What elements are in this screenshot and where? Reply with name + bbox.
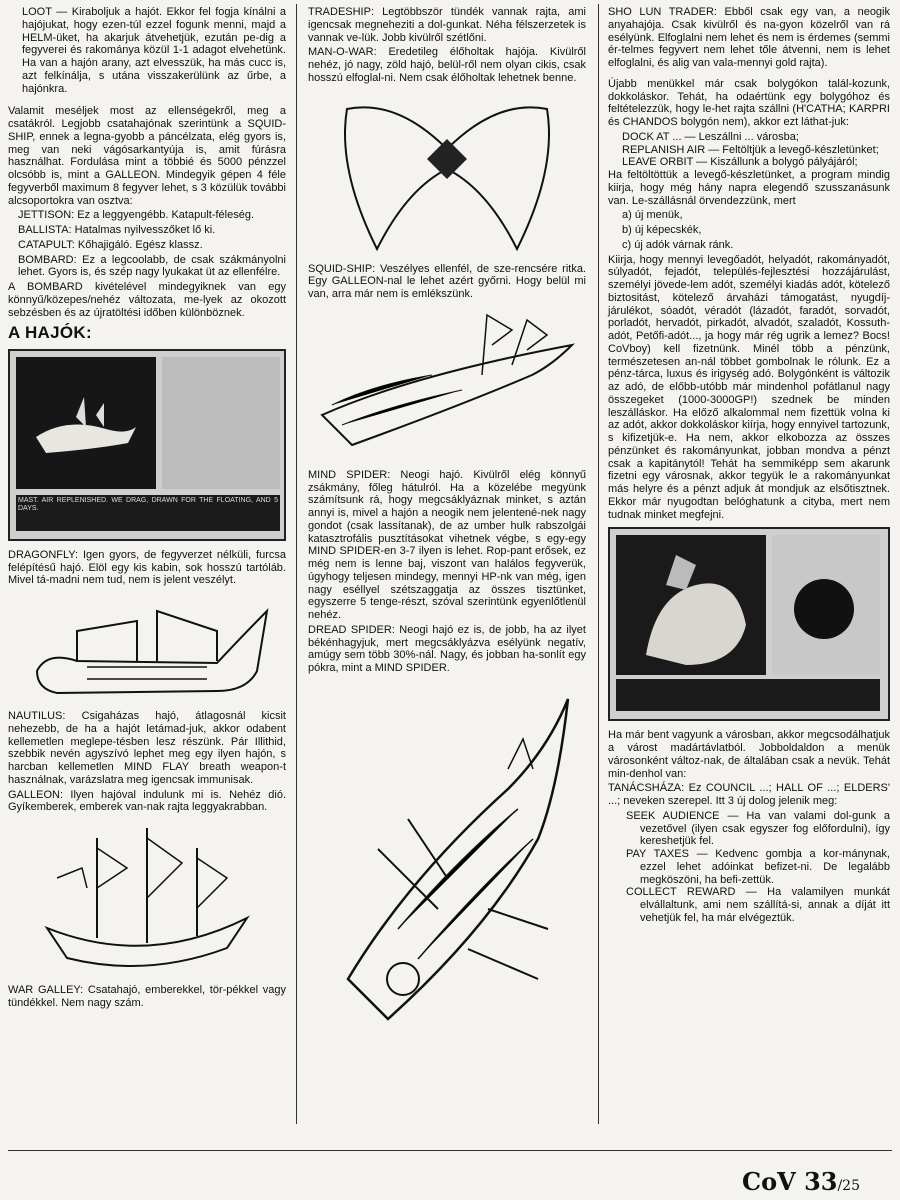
magazine-brand: CoV 33 [741,1167,838,1196]
list-b: b) új képecskék, [622,224,702,236]
galleon-ship-illustration [27,818,267,978]
nautilus-ship-illustration [17,591,277,706]
viewport [16,357,156,489]
side-panel [162,357,280,489]
dragonfly-paragraph: DRAGONFLY: Igen gyors, de fegyverzet nélküli, furcsa felépítésű hajó. Elöl egy kis kabin, sok hosszú tartóláb. Mivel tá-madni nem tud, nem is jelent veszélyt. [8,548,286,587]
menus-paragraph: Újabb menükkel már csak bolygókon talál-kozunk, dokkoláskor. Tehát, ha odaértünk egy bolygóhoz és feltételezzük, hogy le-het rajta szállni (H'CATHA; KARPRI és CHANDOS bolygón nem), akkor ezt láthat-juk: [608,77,890,128]
dread-spider-paragraph: DREAD SPIDER: Neogi hajó ez is, de jobb, ha az ilyet békénhagyjuk, mert megcsáklyázva esélyünk negatív, amúgy sem több 30%-nál. Nagy, és jobban ha-sonlít egy pókra, mint a MIND SPIDER. [308,623,586,674]
bombard-paragraph: A BOMBARD kivételével mindegyiknek van egy könnyű/közepes/nehéz változata, me-lyek az okozott sebzésben és az újratöltési időben különböznek. [8,281,286,319]
page-number: /25 [837,1178,860,1194]
pay-taxes-item: PAY TAXES — Kedvenc gombja a kor-mánynak, ezzel lehet adóinkat befizet-ni. De legalább megköszöni, ha befi-zettük. [626,848,890,886]
message-bar-right [616,679,880,711]
column-right [608,6,890,925]
man-o-war-paragraph: MAN-O-WAR: Eredetileg élőholtak hajója. Kivülről nehéz, jó nagy, zöld hajó, belül-ről nem olyan cikis, csak hosszú elfoglal-ni. Nem csak élőholtak lehetnek benne. [308,46,586,84]
ship-sprite-icon [16,357,156,489]
tradeship-paragraph: TRADESHIP: Legtöbbször tündék vannak rajta, ami igencsak megneheziti a dol-gunkat. Néha félszerzetek is vannak ve-lük. Jobb kivülről szétlőni. [308,6,586,44]
catapult-item: CATAPULT: Kőhajigáló. Egész klassz. [18,238,203,251]
nautilus-paragraph: NAUTILUS: Csigaházas hajó, átlagosnál kicsit nehezebb, de ha a hajót letámad-juk, akkor odabent kellemetlen meglepe-tésben lesz részünk. Pár Illithid, szebbik nevén agyszívó lephet meg egy ilyen hajón, s harcban kellemetlen MIND FLAY breath weapon-t használnak, varázslatra meg igencsak immunisak. [8,710,286,786]
page-footer [742,1168,860,1196]
squid-ship-paragraph: SQUID-SHIP: Veszélyes ellenfél, de sze-rencsére ritka. Egy GALLEON-nal le lehet azért győrni. Hogy belül mi van, arra már nem is emlékszünk. [308,262,586,300]
man-o-war-illustration [317,89,577,259]
bombard-item: BOMBARD: Ez a legcoolabb, de csak szákmányolni lehet. Gyors is, és szép nagy lyukakat üt az ellenfélre. [18,253,286,279]
column-left [8,6,286,1012]
list-a: a) új menük, [622,209,683,222]
war-galley-paragraph: WAR GALLEY: Csatahajó, emberekkel, tör-pékkel vagy tündékkel. Nem nagy szám. [8,984,286,1009]
replenish-air-item: REPLANISH AIR — Feltöltjük a levegő-készletünket; [622,143,879,156]
tanacshaza-item: TANÁCSHÁZA: Ez COUNCIL ...; HALL OF ...; ELDERS' ...; neveken szerepel. Itt 3 új dolog jelenik meg: [608,782,890,807]
column-middle [308,6,586,1033]
mind-spider-paragraph: MIND SPIDER: Neogi hajó. Kivülről elég könnyű zsákmány, főleg hátulról. Ha a közelébe megyünk számítsunk rá, hogy megcsáklyáznak minket, s aztán annyi is, mivel a hajón a neogik nem jelentené-nek nagy gondot (csak lassítanak), de az umber hulk rabszolgái katasztrofális pusztításokat vihetnek végbe, s egy-egy MIND SPIDER-en 3-7 ilyen is lehet. Rop-pant erősek, ez még nem is lenne baj, viszont van halálos fegyverük, úgyhogy teljesen mindegy, mennyi HP-nk van még, igen nagy eséllyel szétszaggatja az összes tisztünket, egyszerre 5 tenge-részt, szóval szerintünk egyenlőtlenül nehéz. [308,468,586,621]
enemies-paragraph: Valamit meséljek most az ellenségekről, meg a csatákról. Legjobb csatahajónak szerintünk a SQUID-SHIP, ennek a legna-gyobb a páncélzata, elég gyors is, meg van neki vágósarkantyúja is, amit fúrásra használhat. Fordulása mint a többié és 5000 pénzzel olcsóbb is, mint a GALLEON. Mindegyik gépen 4 féle fegyverből maximum 8 fegyver lehet, s 3 közülük további alcsoportokra van osztva: [8,105,286,207]
dock-at-item: DOCK AT ... — Leszállni ... városba; [622,130,799,143]
galleon-paragraph: GALLEON: Ilyen hajóval indulunk mi is. Nehéz dió. Gyíkemberek, emberek van-nak rajta leggyakrabban. [8,788,286,814]
footer-divider [8,1150,892,1151]
taxes-paragraph: Kiirja, hogy mennyi levegőadót, helyadót, rakományadót, súlyadót, fejadót, település-fejlesztési hozzájárulást, személyi jövede-lem adót, személyi kiadás adót, kötelező biztositást, kötelező árvaházi támogatást, nyugdíj-járulékot, sóadót, véradót (lázadót, faradót, sorvadót, porladót, hervadót, pirkadót, alvadót, szaladót, Kossuth-adót, Petőfi-adót..., ja hogy már rég ugrik a lemez? Bocs! CoVboy) kell fizetnünk. Minél több a pénzünk, természetesen an-nál többet gombolnak le rólunk. Ez a pénz-tárca, luxus és irigység adó. Bolygónként is változik az adó, de előbb-utóbb már mindenhol pofátlanul nagy összegeket (1000-3000GP!) szednek be minden leszálláskor. Ha előző alkalommal nem fizettük volna ki az adót, akkor dokkoláskor kiírja, hogy ennyivel tartozunk, s kifizetjük-e. Ha nem, akkor elkobozza az összes pénzünket és rakományunkat, jobban mondva a pénzt csak a kapitánytól! Tehát ha semmiképp sem akarunk fizetni egy városnak, akkor tegyük le a rakományunkat más helyre és a pénzt adjuk át mondjuk az elsőtisztnek. Ekkor már nyugodtan belóghatunk a cityba, mert nem tudnak minket megfejni. [608,253,890,521]
leave-orbit-item: LEAVE ORBIT — Kiszállunk a bolygó pályájáról; [622,156,858,169]
city-paragraph: Ha már bent vagyunk a városban, akkor megcsodálhatjuk a várost madártávlatból. Jobboldaldon a menük városonként változ-nak, de általában csak a nevük. Tehát min-denhol van: [608,729,890,780]
city-sprite-icon [616,535,766,675]
game-screenshot-left [8,349,286,541]
ballista-item: BALLISTA: Hatalmas nyilvesszőket lő ki. [18,224,216,236]
section-heading: A HAJÓK: [8,323,92,343]
list-c: c) új adók várnak ránk. [622,238,734,251]
planet-icon [794,579,854,639]
city-view [616,535,766,675]
sho-lun-paragraph: SHO LUN TRADER: Ebből csak egy van, a neogik anyahajója. Csak kivülről és na-gyon közelről van rá esélyünk. Elfoglalni nem lehet és nem is érdemes (semmi ér-telmes fegyvert nem lehet tőle átvenni, nem is lehet elfoglalni, és alig van vala-mennyi gold rajta). [608,6,890,69]
side-panel-right [772,535,880,675]
air-paragraph: Ha feltöltöttük a levegő-készletünket, a program mindig kiirja, hogy még hány napra elegendő szusszanásunk van. Le-szállásnál örvendezzünk, mert [608,169,890,207]
game-screenshot-right [608,527,890,721]
jettison-item: JETTISON: Ez a leggyengébb. Katapult-féleség. [18,209,255,222]
squid-ship-illustration [312,305,582,465]
dread-spider-illustration [308,679,588,1029]
loot-paragraph: LOOT — Kiraboljuk a hajót. Ekkor fel fogja kínálni a hajójukat, hogy ezen-túl ezzel fogunk menni, majd a HELM-üket, ha akarjuk átvehetjük, ezután pe-dig a fegyverei és rakománya közül 1-1 adagot elvehetünk. Ha van a hajón arany, azt elvesszük, ha más cucc is, azt felkínálja, s utána visszakerülünk az űrbe, a hajónkra. [22,6,286,95]
collect-reward-item: COLLECT REWARD — Ha valamilyen munkát elvállaltunk, ami nem szállítá-si, annak a díját itt vehetjük fel, ha már elvégeztük. [626,886,890,924]
seek-audience-item: SEEK AUDIENCE — Ha van valami dol-gunk a vezetővel (ilyen csak egyszer fog előfordulni), így kereshetjük fel. [626,809,890,848]
message-bar: MAST. AIR REPLENISHED. WE DRAG, DRAWN FOR THE FLOATING, AND 5 DAYS. [16,495,280,531]
